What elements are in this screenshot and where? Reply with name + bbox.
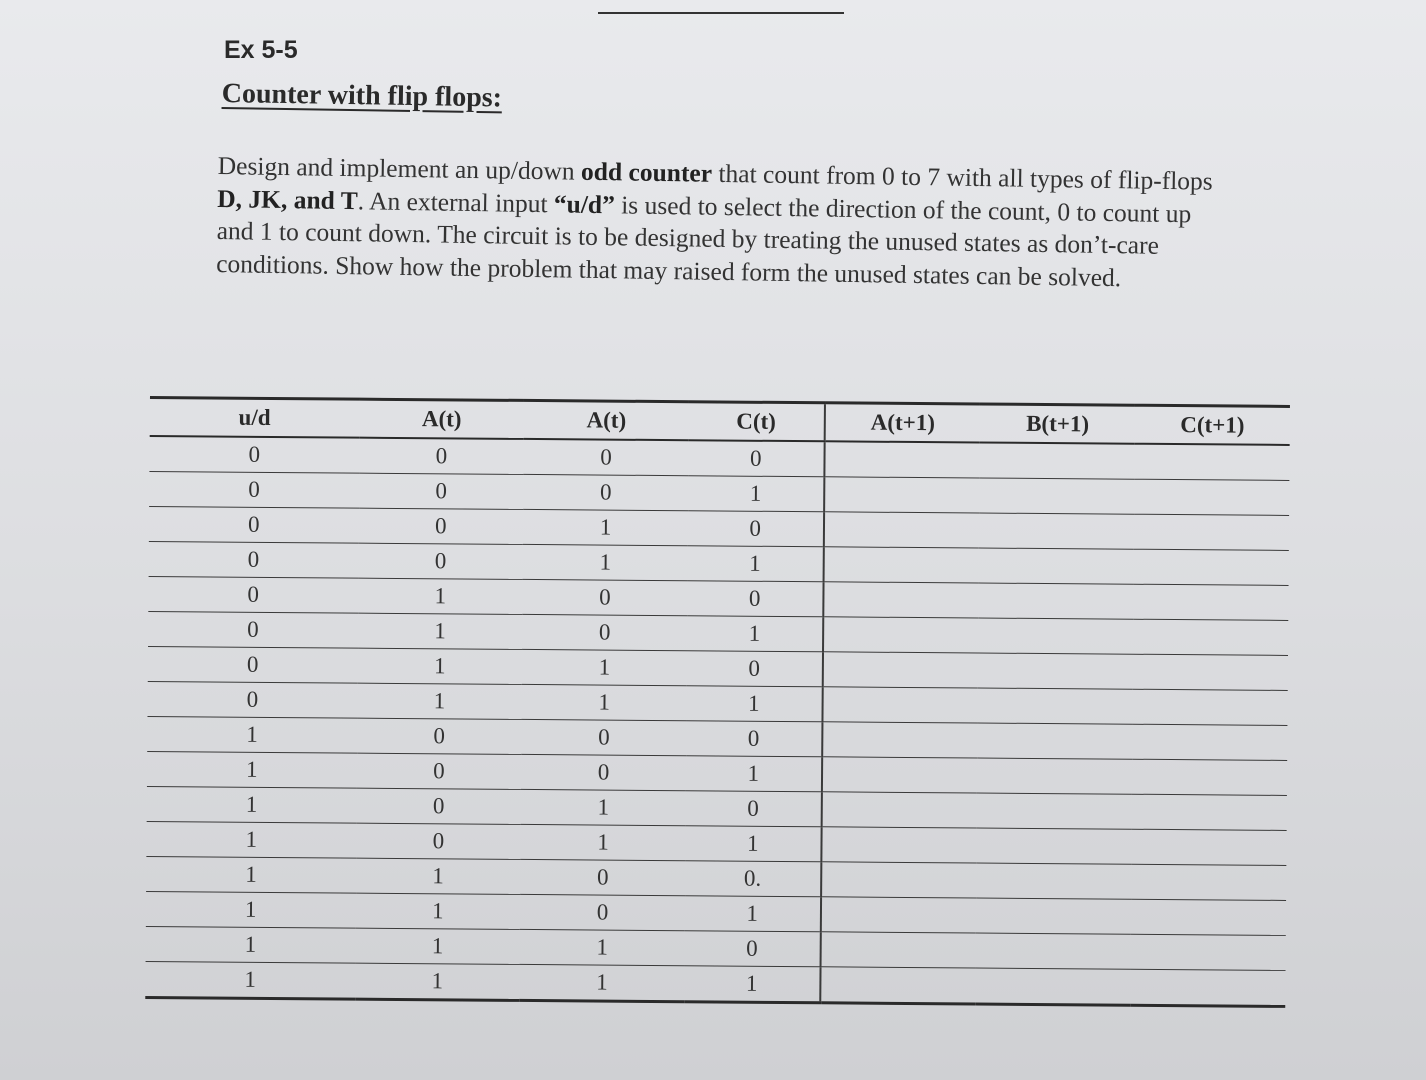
cell-b-next[interactable] [977,793,1132,829]
cell-b-next[interactable] [979,548,1134,584]
cell-b: 1 [522,649,687,685]
problem-bold-2: D, JK, and T [217,183,359,215]
cell-c: 1 [686,756,822,792]
cell-ud: 0 [148,611,358,648]
cell-a-next[interactable] [820,932,976,968]
cell-ud: 1 [146,926,356,963]
cell-a: 0 [357,718,522,754]
cell-b-next[interactable] [977,758,1132,794]
cell-b: 0 [520,894,685,930]
cell-c-next[interactable] [1131,934,1286,970]
cell-a: 1 [355,928,520,964]
cell-c-next[interactable] [1131,899,1286,935]
cell-a-next[interactable] [823,582,979,618]
cell-c-next[interactable] [1130,969,1285,1006]
cell-b: 0 [523,474,688,510]
cell-b: 0 [520,859,685,895]
cell-c: 0 [687,651,823,687]
cell-a-next[interactable] [823,512,979,548]
problem-bold-3: “u/d” [553,188,616,219]
cell-ud: 1 [146,856,356,893]
cell-b: 1 [519,964,684,1001]
cell-c-next[interactable] [1133,689,1288,725]
cell-b-next[interactable] [978,688,1133,724]
cell-a-next[interactable] [821,827,977,863]
exercise-title: Ex 5-5 [224,36,298,64]
cell-b: 0 [521,719,686,755]
cell-c: 1 [688,476,824,512]
cell-b: 1 [523,544,688,580]
problem-text-4: is used to select the direction of the count, 0 to count up and 1 to count down. The circuit is to be designed by treating the unused states as don’t-care conditions. Show how the problem that may raised form the unused states can be solved. [215,189,1192,292]
cell-b-next[interactable] [977,828,1132,864]
cell-b-next[interactable] [976,933,1131,969]
cell-a-next[interactable] [823,547,979,583]
cell-ud: 1 [147,786,357,823]
cell-a-next[interactable] [821,792,977,828]
cell-a: 0 [359,473,524,509]
cell-c-next[interactable] [1132,759,1287,795]
cell-ud: 1 [145,961,355,999]
cell-ud: 0 [149,541,359,578]
cell-c-next[interactable] [1132,724,1287,760]
cell-c: 1 [687,616,823,652]
cell-b-next[interactable] [980,478,1135,514]
header-a-next: A(t+1) [824,403,980,443]
cell-a-next[interactable] [821,862,977,898]
section-subtitle: Counter with flip flops: [221,78,503,114]
cell-c: 0. [685,861,821,897]
cell-b: 1 [522,684,687,720]
cell-b: 1 [521,789,686,825]
cell-a: 0 [356,823,521,859]
header-c: C(t) [689,402,825,442]
problem-bold-1: odd counter [580,156,713,188]
cell-a-next[interactable] [824,441,980,478]
cell-c-next[interactable] [1132,794,1287,830]
cell-ud: 0 [148,576,358,613]
cell-a-next[interactable] [822,687,978,723]
cell-ud: 1 [147,716,357,753]
state-table [145,396,1290,1008]
cell-b: 0 [523,579,688,615]
cell-b-next[interactable] [978,723,1133,759]
cell-a: 0 [359,438,524,475]
cell-c-next[interactable] [1135,444,1290,481]
cell-b: 0 [522,614,687,650]
cell-a-next[interactable] [822,722,978,758]
cell-c: 0 [686,791,822,827]
cell-c: 1 [685,896,821,932]
cell-c: 1 [686,686,822,722]
cell-ud: 1 [146,821,356,858]
cell-ud: 0 [149,471,359,508]
cell-a-next[interactable] [823,617,979,653]
cell-b-next[interactable] [978,653,1133,689]
cell-a: 1 [358,578,523,614]
cell-b: 1 [523,509,688,545]
cell-b: 1 [521,824,686,860]
cell-b: 0 [521,754,686,790]
cell-a: 1 [356,858,521,894]
cell-ud: 0 [149,506,359,543]
cell-a-next[interactable] [822,757,978,793]
problem-text-3: . An external input [357,185,555,218]
cell-a: 1 [355,893,520,929]
cell-a: 0 [358,508,523,544]
cell-a-next[interactable] [822,652,978,688]
cell-c: 1 [687,546,823,582]
cell-ud: 0 [147,681,357,718]
header-b-next: B(t+1) [980,404,1135,444]
problem-text-1: Design and implement an up/down [217,150,582,186]
cell-a: 1 [357,683,522,719]
cell-c-next[interactable] [1133,584,1288,620]
header-b: A(t) [524,400,689,440]
cell-c-next[interactable] [1132,829,1287,865]
cell-b-next[interactable] [976,898,1131,934]
cell-c-next[interactable] [1131,864,1286,900]
cell-c-next[interactable] [1134,549,1289,585]
cell-ud: 0 [149,436,359,473]
header-a: A(t) [359,399,524,439]
problem-text-2: that count from 0 to 7 with all types of flip-flops [711,158,1213,196]
cell-c-next[interactable] [1133,654,1288,690]
cell-c: 0 [684,931,820,967]
cell-a: 0 [356,788,521,824]
cell-b-next[interactable] [976,968,1131,1005]
cell-ud: 0 [148,646,358,683]
cell-b-next[interactable] [979,513,1134,549]
table-body [145,436,1289,1006]
cell-c-next[interactable] [1134,514,1289,550]
header-ud: u/d [150,397,360,437]
top-rule [598,12,844,14]
cell-c-next[interactable] [1133,619,1288,655]
cell-ud: 1 [146,891,356,928]
cell-c: 0 [686,721,822,757]
cell-c-next[interactable] [1134,479,1289,515]
cell-ud: 1 [147,751,357,788]
cell-a-next[interactable] [820,897,976,933]
state-table-container [145,396,1300,1055]
cell-c: 1 [684,966,820,1003]
cell-b: 1 [520,929,685,965]
cell-c: 0 [688,440,824,477]
cell-b-next[interactable] [976,863,1131,899]
cell-a: 1 [355,963,520,1000]
problem-statement [216,150,1218,296]
cell-a-next[interactable] [824,477,980,513]
header-c-next: C(t+1) [1135,405,1290,445]
cell-a: 1 [358,613,523,649]
cell-b-next[interactable] [979,583,1134,619]
cell-b-next[interactable] [980,443,1135,480]
cell-b-next[interactable] [978,618,1133,654]
table-row [145,961,1285,1006]
cell-a: 0 [358,543,523,579]
cell-c: 0 [688,511,824,547]
cell-c: 1 [685,826,821,862]
cell-c: 0 [687,581,823,617]
cell-a-next[interactable] [820,967,976,1004]
cell-a: 0 [356,753,521,789]
cell-b: 0 [524,439,689,476]
cell-a: 1 [357,648,522,684]
